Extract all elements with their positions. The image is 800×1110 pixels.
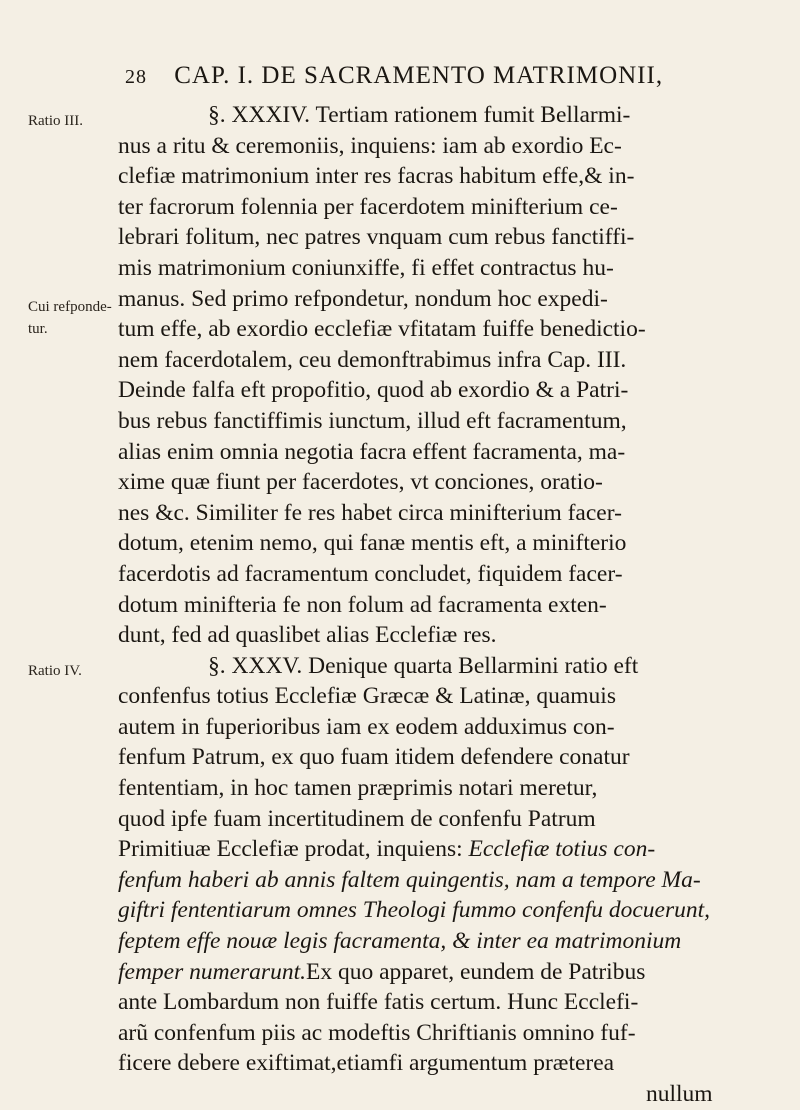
text-line: arũ confenfum piis ac modeftis Chriftianis omnino fuf- (118, 1019, 636, 1046)
text-line: nes &c. Similiter fe res habet circa minifterium facer- (118, 499, 622, 526)
text-line: ter facrorum folennia per facerdotem minifterium ce- (118, 193, 618, 220)
paragraph-34-line: §. XXXIV. Tertiam rationem fumit Bellarmi- (208, 102, 631, 128)
quotation-line: fenfum haberi ab annis faltem quingentis, nam a tempore Ma- (118, 866, 701, 893)
text-line: ficere debere exiftimat,etiamfi argumentum præterea (118, 1050, 615, 1077)
text-line: confenfus totius Ecclefiæ Græcæ & Latinæ, quamuis (118, 683, 616, 710)
text-line: mis matrimonium coniunxiffe, fi effet contractus hu- (118, 254, 614, 281)
text-line: lebrari folitum, nec patres vnquam cum rebus fanctiffi- (118, 224, 635, 251)
quotation-italic: Ecclefiæ totius con- (468, 836, 656, 863)
paragraph-35-line: §. XXXV. Denique quarta Bellarmini ratio eft (208, 652, 639, 679)
text-line: fententiam, in hoc tamen præprimis notari meretur, (118, 775, 598, 802)
text-line: bus rebus fanctiffimis iunctum, illud eft facramentum, (118, 407, 627, 434)
text-line: facerdotis ad facramentum concludet, fiquidem facer- (118, 560, 623, 587)
margin-note-ratio-3: Ratio III. (28, 113, 83, 129)
text-line: nem facerdotalem, ceu demonftrabimus infra Cap. III. (118, 346, 627, 373)
text-line: manus. Sed primo refpondetur, nondum hoc expedi- (118, 285, 608, 312)
text-line: xime quæ fiunt per facerdotes, vt conciones, oratio- (118, 469, 603, 496)
margin-note-ratio-4: Ratio IV. (28, 663, 82, 679)
quote-intro-line (118, 834, 780, 865)
quotation-line: feptem effe nouæ legis facramenta, & inter ea matrimonium (118, 928, 682, 955)
quotation-italic: femper numerarunt. (118, 958, 306, 985)
catchword: nullum (646, 1081, 713, 1107)
text-line: clefiæ matrimonium inter res facras habitum effe,& in- (118, 163, 635, 190)
text-line: dunt, fed ad quaslibet alias Ecclefiæ res. (118, 622, 497, 649)
margin-note-response-2: tur. (28, 321, 48, 337)
quotation-end-line (118, 957, 780, 988)
quote-intro-text: Primitiuæ Ecclefiæ prodat, inquiens: (118, 836, 463, 863)
text-line: nus a ritu & ceremoniis, inquiens: iam ab exordio Ec- (118, 132, 622, 159)
text-segment: Ex quo apparet, eundem de Patribus (305, 958, 646, 985)
text-line: alias enim omnia negotia facra effent facramenta, ma- (118, 438, 626, 465)
main-text (118, 100, 780, 1110)
page-number: 28 (125, 66, 147, 88)
text-line: dotum, etenim nemo, qui fanæ mentis eft, a minifterio (118, 530, 627, 557)
text-line: dotum minifteria fe non folum ad facramenta exten- (118, 591, 607, 618)
text-line: autem in fuperioribus iam ex eodem adduximus con- (118, 713, 615, 740)
text-line: ante Lombardum non fuiffe fatis certum. Hunc Ecclefi- (118, 989, 639, 1016)
running-title: CAP. I. DE SACRAMENTO MATRIMONII, (174, 62, 664, 89)
text-line: Deinde falfa eft propofitio, quod ab exordio & a Patri- (118, 377, 629, 404)
margin-note-response-1: Cui refponde- (28, 299, 112, 315)
running-header (125, 62, 725, 90)
text-line: quod ipfe fuam incertitudinem de confenfu Patrum (118, 805, 596, 832)
quotation-line: giftri fententiarum omnes Theologi fummo confenfu docuerunt, (118, 897, 711, 924)
text-line: tum effe, ab exordio ecclefiæ vfitatam fuiffe benedictio- (118, 316, 646, 343)
text-line: fenfum Patrum, ex quo fuam itidem defendere conatur (118, 744, 630, 771)
